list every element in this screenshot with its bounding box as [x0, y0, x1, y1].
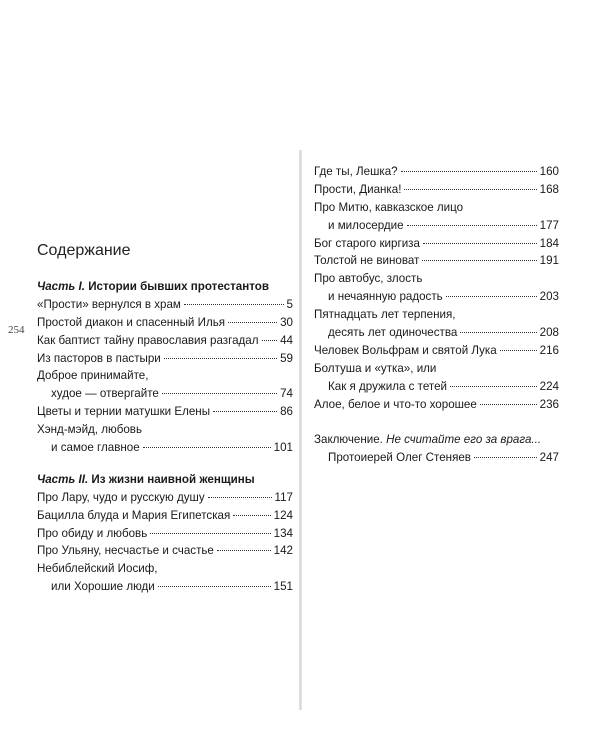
toc-entry-page: 224	[539, 379, 559, 393]
part-label: Часть II.	[37, 472, 89, 486]
page-spine	[299, 150, 302, 710]
dot-leader	[460, 331, 536, 333]
toc-entry-page: 177	[539, 218, 559, 232]
toc-entry-page: 160	[539, 165, 559, 178]
toc-entry-title: «Прости» вернулся в храм	[37, 297, 181, 311]
toc-entry-line	[37, 332, 293, 350]
toc-entry-page: 44	[280, 333, 293, 347]
toc-entry-title: Про обиду и любовь	[37, 526, 148, 540]
toc-entry-line	[37, 385, 293, 403]
toc-entry-page: 151	[273, 580, 293, 594]
part-heading	[37, 278, 293, 296]
dot-leader	[158, 585, 271, 587]
toc-entry-line	[314, 270, 559, 288]
toc-entry-title: Про Митю, кавказское лицо	[314, 200, 464, 214]
toc-entry-line	[314, 306, 559, 324]
toc-entry-title: и милосердие	[328, 218, 404, 232]
conclusion-prefix: Заключение.	[314, 433, 383, 447]
part-title: Истории бывших протестантов	[88, 280, 269, 293]
toc-entry-page: 117	[274, 490, 293, 504]
toc-entry-page: 74	[280, 387, 293, 401]
toc-entry-title: Цветы и тернии матушки Елены	[37, 405, 211, 419]
toc-entry-line	[37, 507, 293, 525]
dot-leader	[233, 514, 270, 516]
dot-leader	[407, 224, 537, 226]
dot-leader	[480, 403, 537, 405]
toc-entry-page: 184	[539, 236, 559, 250]
toc-entry-line	[314, 360, 559, 378]
toc-entry-line	[314, 181, 559, 199]
dot-leader	[500, 349, 537, 351]
dot-leader	[446, 295, 537, 297]
dot-leader	[422, 259, 536, 261]
toc-title: Содержание	[37, 242, 131, 259]
toc-entry-page: 134	[273, 526, 293, 540]
dot-leader	[143, 446, 271, 448]
toc-entry-page: 124	[273, 508, 293, 522]
toc-entry-line	[314, 252, 559, 270]
toc-entry-title: Про автобус, злость	[314, 272, 423, 286]
dot-leader	[404, 188, 536, 190]
conclusion-heading	[314, 431, 559, 449]
conclusion-author: Протоиерей Олег Стеняев	[328, 451, 471, 465]
toc-entry-line	[37, 403, 293, 421]
toc-entry-page: 216	[539, 343, 559, 357]
dot-leader	[162, 392, 277, 394]
toc-entry-line	[314, 235, 559, 253]
toc-entry-title: Бог старого киргиза	[314, 236, 420, 250]
part-label: Часть I.	[37, 280, 85, 293]
toc-entry-title: Хэнд-мэйд, любовь	[37, 423, 142, 437]
toc-entry-title: Из пасторов в пастыри	[37, 351, 161, 365]
toc-entry-page: 101	[273, 441, 293, 455]
toc-entry-line	[37, 439, 293, 457]
toc-entry-title: Алое, белое и что-то хорошее	[314, 397, 477, 411]
conclusion-title: Не считайте его за врага...	[386, 433, 542, 447]
toc-entry-title: Доброе принимайте,	[37, 369, 149, 383]
toc-entry-title: и нечаянную радость	[328, 290, 443, 304]
toc-entry-line	[37, 542, 293, 560]
toc-entry-title: Человек Вольфрам и святой Лука	[314, 343, 497, 357]
part-spacer	[37, 457, 293, 471]
toc-entry-page: 208	[539, 326, 559, 340]
toc-entry-title: Болтуша и «утка», или	[314, 361, 437, 375]
toc-entry-line	[37, 578, 293, 596]
dot-leader	[184, 303, 284, 305]
toc-entry-line	[314, 396, 559, 414]
conclusion-author-line	[314, 449, 559, 467]
toc-entry-title: Прости, Дианка!	[314, 182, 402, 196]
toc-entry-title: худое — отвергайте	[51, 387, 159, 401]
toc-entry-line	[37, 296, 293, 314]
toc-entry-title: и самое главное	[51, 441, 140, 455]
toc-entry-line	[314, 342, 559, 360]
part-heading	[37, 471, 293, 489]
toc-entry-line	[37, 489, 293, 507]
toc-entry-title: десять лет одиночества	[328, 326, 458, 340]
toc-entry-title: Бацилла блуда и Мария Египетская	[37, 508, 231, 522]
dot-leader	[450, 385, 537, 387]
toc-entry-title: Небиблейский Иосиф,	[37, 562, 158, 576]
toc-entry-line	[314, 217, 559, 235]
toc-entry-line	[37, 350, 293, 368]
conclusion-entry	[314, 431, 559, 467]
toc-entry-page: 168	[539, 182, 559, 196]
toc-entry-title: или Хорошие люди	[51, 580, 155, 594]
dot-leader	[423, 242, 537, 244]
toc-entry-title: Пятнадцать лет терпения,	[314, 308, 456, 322]
dot-leader	[164, 357, 277, 359]
dot-leader	[401, 170, 537, 172]
toc-entry-line	[314, 163, 559, 181]
page-number: 254	[8, 324, 25, 336]
toc-entry-line	[37, 314, 293, 332]
toc-entry-page: 191	[539, 254, 559, 268]
dot-leader	[474, 456, 537, 458]
toc-entry-title: Как я дружила с тетей	[328, 379, 448, 393]
dot-leader	[208, 496, 272, 498]
dot-leader	[228, 321, 277, 323]
toc-entry-page: 86	[280, 405, 293, 419]
toc-entry-line	[314, 324, 559, 342]
toc-entry-title: Где ты, Лешка?	[314, 165, 398, 178]
toc-entry-line	[37, 560, 293, 578]
toc-entry-line	[37, 367, 293, 385]
toc-entry-title: Толстой не виноват	[314, 254, 420, 268]
toc-entry-line	[314, 199, 559, 217]
toc-entry-title: Простой диакон и спасенный Илья	[37, 315, 226, 329]
part-title: Из жизни наивной женщины	[91, 472, 255, 486]
toc-entry-page: 5	[286, 297, 293, 311]
toc-entry-page: 30	[280, 315, 293, 329]
dot-leader	[262, 339, 278, 341]
dot-leader	[150, 532, 270, 534]
toc-entry-page: 203	[539, 290, 559, 304]
toc-entry-line	[314, 288, 559, 306]
toc-entry-line	[37, 421, 293, 439]
dot-leader	[213, 410, 277, 412]
toc-entry-page: 236	[539, 397, 559, 411]
toc-entry-title: Про Лару, чудо и русскую душу	[37, 490, 205, 504]
toc-entry-page: 59	[280, 351, 293, 365]
toc-entry-title: Как баптист тайну православия разгадал	[37, 333, 259, 347]
toc-entry-line	[314, 378, 559, 396]
toc-entry-page: 142	[273, 544, 293, 558]
dot-leader	[217, 549, 271, 551]
toc-left-column	[37, 278, 293, 596]
toc-entry-title: Про Ульяну, несчастье и счастье	[37, 544, 214, 558]
toc-entry-line	[37, 525, 293, 543]
toc-right-column	[314, 163, 559, 467]
conclusion-page: 247	[539, 451, 559, 465]
